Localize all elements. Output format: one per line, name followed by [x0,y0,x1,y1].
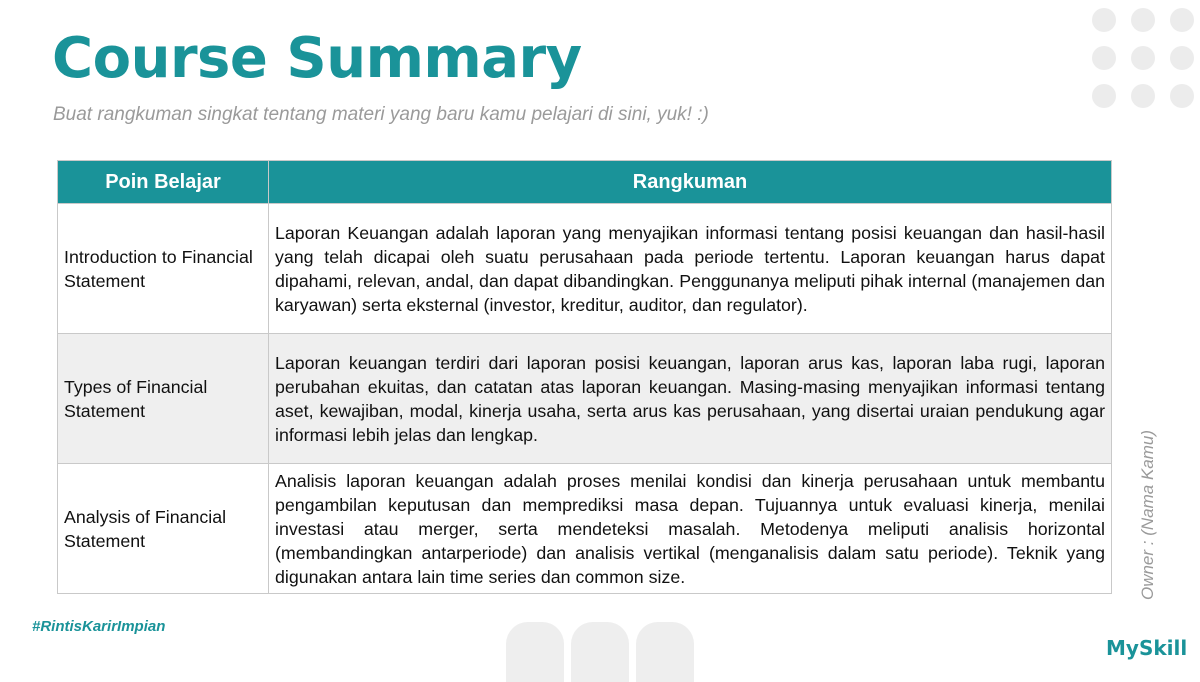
table-row [58,464,1112,594]
decorative-tab-shape [636,622,694,682]
table-row [58,204,1112,334]
point-cell: Types of Financial Statement [58,334,269,464]
decorative-dot [1131,8,1155,32]
summary-table [57,160,1112,594]
table-row [58,334,1112,464]
owner-label: Owner : (Nama Kamu) [1138,429,1157,601]
decorative-dot [1092,84,1116,108]
table-header-row [58,161,1112,204]
page-subtitle: Buat rangkuman singkat tentang materi yang baru kamu pelajari di sini, yuk! :) [53,104,709,125]
page-title: Course Summary [52,26,582,91]
decorative-tab-shape [571,622,629,682]
decorative-dot [1170,8,1194,32]
brand-logo: MySkill [1106,636,1188,660]
decorative-dot [1092,8,1116,32]
point-cell: Introduction to Financial Statement [58,204,269,334]
decorative-dot [1170,46,1194,70]
decorative-dot-grid [1092,8,1200,118]
summary-cell: Laporan keuangan terdiri dari laporan posisi keuangan, laporan arus kas, laporan laba rugi, laporan perubahan ekuitas, dan catatan atas laporan keuangan. Masing-masing menyajikan informasi tentang aset, kewajiban, modal, kinerja usaha, serta arus kas perusahaan, yang disertai uraian pendukung agar informasi lebih jelas dan lengkap. [269,334,1112,464]
decorative-dot [1131,46,1155,70]
column-header-poin-belajar: Poin Belajar [58,161,269,204]
decorative-dot [1131,84,1155,108]
column-header-rangkuman: Rangkuman [269,161,1112,204]
decorative-dot [1092,46,1116,70]
hashtag-label: #RintisKarirImpian [32,618,166,635]
decorative-dot [1170,84,1194,108]
summary-cell: Analisis laporan keuangan adalah proses menilai kondisi dan kinerja perusahaan untuk membantu pengambilan keputusan dan memprediksi masa depan. Tujuannya untuk evaluasi kinerja, menilai investasi atau merger, serta mendeteksi masalah. Metodenya meliputi analisis horizontal (membandingkan antarperiode) dan analisis vertikal (menganalisis dalam satu periode). Teknik yang digunakan antara lain time series dan common size. [269,464,1112,594]
decorative-tab-shape [506,622,564,682]
point-cell: Analysis of Financial Statement [58,464,269,594]
summary-cell: Laporan Keuangan adalah laporan yang menyajikan informasi tentang posisi keuangan dan hasil-hasil yang telah dicapai oleh suatu perusahaan pada periode tertentu. Laporan keuangan harus dapat dipahami, relevan, andal, dan dapat dibandingkan. Penggunanya meliputi pihak internal (manajemen dan karyawan) serta eksternal (investor, kreditur, auditor, dan regulator). [269,204,1112,334]
